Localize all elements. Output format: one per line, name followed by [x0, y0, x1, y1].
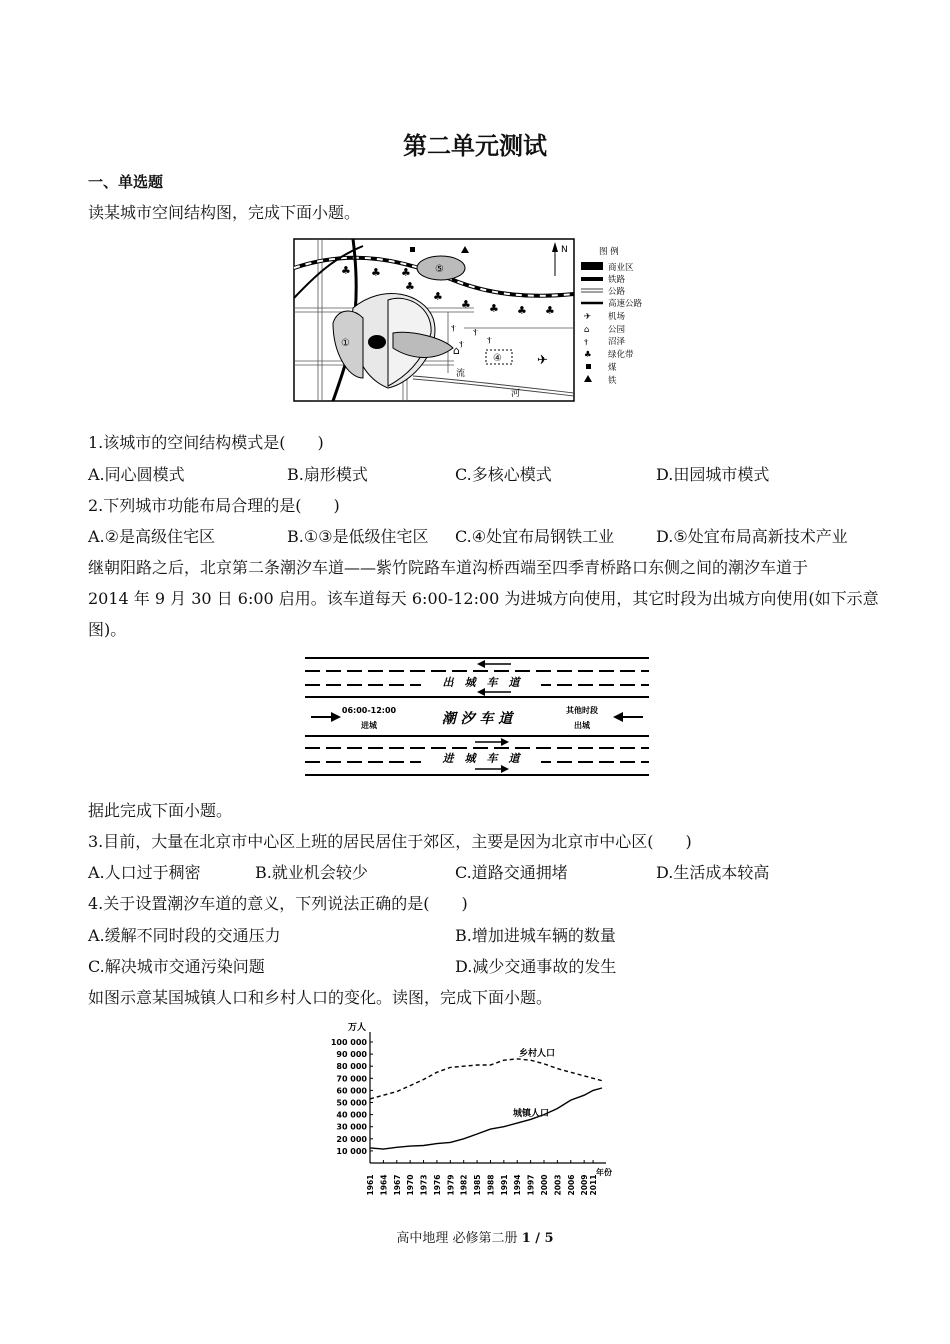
x-tick-label: 1994: [513, 1174, 523, 1196]
q3-option-c: C.道路交通拥堵: [455, 863, 568, 882]
q4-option-b: B.增加进城车辆的数量: [455, 926, 616, 945]
y-tick-label: 20 000: [336, 1134, 367, 1144]
page-title: 第二单元测试: [403, 132, 547, 160]
arrow-right-bottom: [475, 765, 509, 773]
x-tick-label: 1970: [406, 1174, 416, 1196]
urban-population-legend: 城镇人口: [513, 1109, 550, 1119]
svg-text:铁路: 铁路: [608, 275, 626, 285]
svg-text:♣: ♣: [545, 304, 555, 317]
zone-4-label: ④: [493, 353, 502, 364]
y-axis-label: 万人: [348, 1023, 367, 1033]
x-tick-label: 1964: [379, 1174, 389, 1196]
tidal-in-label: 进城: [361, 721, 377, 730]
svg-text:ⲯ: ⲯ: [487, 335, 492, 345]
river-label-1: 流: [456, 369, 466, 379]
svg-text:高速公路: 高速公路: [608, 299, 643, 309]
x-axis-label: 年份: [596, 1168, 612, 1177]
svg-text:♣: ♣: [517, 304, 527, 317]
intro-2-line-3: 图)。: [88, 620, 127, 639]
x-tick-label: 2011: [589, 1174, 599, 1196]
x-tick-label: 1961: [366, 1174, 375, 1196]
x-tick-label: 2009: [580, 1174, 590, 1196]
map-legend: [581, 246, 643, 386]
x-tick-label: 1991: [499, 1174, 509, 1196]
zone-5-label: ⑤: [435, 264, 444, 275]
q1-option-b: B.扇形模式: [287, 465, 368, 484]
tidal-out-label: 出城: [574, 721, 590, 730]
svg-text:♣: ♣: [461, 298, 471, 311]
x-tick-label: 1988: [486, 1174, 496, 1196]
y-tick-label: 60 000: [336, 1086, 367, 1096]
intro-3: 据此完成下面小题。: [88, 801, 233, 820]
svg-text:煤: 煤: [608, 363, 617, 373]
svg-text:铁: 铁: [608, 376, 617, 386]
arrow-left-top: [477, 660, 511, 668]
q3-option-b: B.就业机会较少: [255, 863, 368, 882]
q4-option-c: C.解决城市交通污染问题: [88, 957, 265, 976]
svg-text:ⲯ: ⲯ: [451, 323, 456, 333]
svg-text:机场: 机场: [608, 312, 626, 322]
intro-4: 如图示意某国城镇人口和乡村人口的变化。读图，完成下面小题。: [88, 988, 553, 1007]
intro-2-line-2: 2014 年 9 月 30 日 6:00 启用。该车道每天 6:00-12:00 为进城方向使用，其它时段为出城方向使用(如下示意: [88, 589, 879, 608]
y-tick-label: 70 000: [336, 1074, 367, 1084]
x-tick-label: 2006: [566, 1174, 576, 1196]
airport-icon: ✈: [537, 353, 548, 368]
svg-text:♣: ♣: [371, 266, 381, 279]
intro-2-line-1: 继朝阳路之后，北京第二条潮汐车道——紫竹院路车道沟桥西端至四季青桥路口东侧之间的潮汐车道于: [88, 558, 809, 577]
q2-option-b: B.①③是低级住宅区: [287, 527, 429, 546]
section-heading: 一、单选题: [88, 173, 164, 191]
x-tick-label: 1997: [526, 1174, 536, 1196]
tidal-lane-label: 潮 汐 车 道: [441, 711, 513, 727]
svg-text:绿化带: 绿化带: [608, 350, 634, 360]
y-tick-label: 10 000: [336, 1146, 367, 1156]
x-tick-label: 1973: [419, 1174, 429, 1196]
out-lane-label: 出 城 车 道: [442, 676, 520, 689]
x-tick-label: 1967: [392, 1174, 402, 1196]
svg-text:N: N: [561, 245, 568, 255]
q3-stem: 3.目前，大量在北京市中心区上班的居民居住于郊区，主要是因为北京市中心区( ): [88, 832, 692, 851]
zone-1-label: ①: [341, 338, 350, 349]
svg-text:✈: ✈: [584, 312, 592, 322]
y-tick-label: 80 000: [336, 1062, 367, 1072]
q3-option-a: A.人口过于稠密: [88, 863, 201, 882]
y-tick-label: 30 000: [336, 1122, 367, 1132]
tidal-lane-diagram: [303, 654, 651, 780]
park-icon: ⌂: [453, 344, 460, 357]
q3-option-d: D.生活成本较高: [656, 863, 770, 882]
svg-text:商业区: 商业区: [608, 263, 634, 273]
page-footer: [0, 1227, 950, 1246]
svg-text:♣: ♣: [584, 350, 592, 360]
city-structure-map: [293, 238, 659, 402]
q1-option-d: D.田园城市模式: [656, 465, 770, 484]
arrow-left-mid: [477, 688, 511, 696]
x-tick-label: 1979: [446, 1174, 456, 1196]
y-tick-label: 100 000: [330, 1038, 367, 1047]
y-tick-label: 90 000: [336, 1050, 367, 1060]
x-tick-label: 1982: [459, 1174, 469, 1196]
intro-1: 读某城市空间结构图，完成下面小题。: [88, 203, 361, 222]
q1-stem: 1.该城市的空间结构模式是( ): [88, 433, 324, 452]
q4-stem: 4.关于设置潮汐车道的意义，下列说法正确的是( ): [88, 894, 468, 913]
footer-text: 高中地理 必修第二册: [396, 1231, 522, 1246]
svg-text:♣: ♣: [341, 264, 351, 277]
rural-population-line: [370, 1059, 602, 1099]
x-tick-label: 1976: [432, 1174, 442, 1196]
svg-text:♣: ♣: [433, 290, 443, 303]
svg-text:沼泽: 沼泽: [608, 337, 626, 347]
svg-text:♣: ♣: [405, 280, 415, 293]
river-label-2: 河: [511, 389, 521, 399]
q4-option-a: A.缓解不同时段的交通压力: [88, 926, 281, 945]
urban-population-line: [370, 1088, 602, 1149]
tidal-time-in: 06:00-12:00: [341, 706, 397, 715]
y-tick-label: 40 000: [336, 1110, 367, 1120]
x-tick-label: 2000: [540, 1174, 549, 1196]
svg-text:♣: ♣: [401, 266, 411, 279]
svg-text:图 例: 图 例: [599, 247, 619, 257]
q2-option-a: A.②是高级住宅区: [88, 527, 215, 546]
x-tick-label: 2003: [553, 1174, 563, 1196]
svg-text:⌂: ⌂: [584, 325, 590, 335]
q1-option-c: C.多核心模式: [455, 465, 552, 484]
svg-text:ⲯ: ⲯ: [584, 337, 589, 347]
in-lane-label: 进 城 车 道: [442, 752, 520, 765]
q2-stem: 2.下列城市功能布局合理的是( ): [88, 496, 340, 515]
x-tick-label: 1985: [473, 1174, 483, 1196]
q2-option-d: D.⑤处宜布局高新技术产业: [656, 527, 848, 546]
tidal-other-time: 其他时段: [566, 706, 598, 715]
rural-population-legend: 乡村人口: [519, 1049, 556, 1059]
arrow-right-top: [475, 738, 509, 746]
population-chart: [320, 1020, 630, 1200]
coal-icon: [410, 247, 415, 252]
svg-text:ⲯ: ⲯ: [459, 339, 464, 349]
q4-option-d: D.减少交通事故的发生: [455, 957, 617, 976]
svg-text:♣: ♣: [489, 302, 499, 315]
q2-option-c: C.④处宜布局钢铁工业: [455, 527, 615, 546]
page-number: 1 / 5: [521, 1231, 554, 1246]
y-tick-label: 50 000: [336, 1098, 367, 1108]
svg-text:ⲯ: ⲯ: [473, 327, 478, 337]
svg-text:公园: 公园: [608, 325, 626, 335]
svg-text:公路: 公路: [608, 287, 626, 297]
q1-option-a: A.同心圆模式: [88, 465, 185, 484]
